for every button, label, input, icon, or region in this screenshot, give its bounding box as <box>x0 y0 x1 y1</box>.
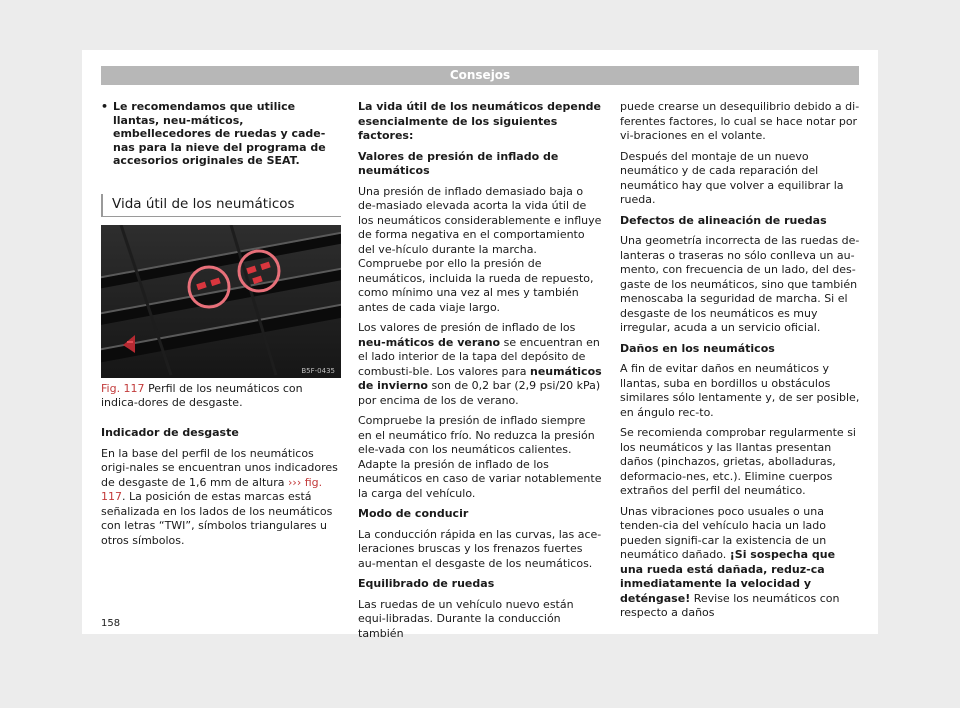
vibration-paragraph: Unas vibraciones poco usuales o una tenden-cia del vehículo hacia un lado pueden signifi-car la existencia de un neumático dañado. ¡Si sospecha que una rueda está dañada, reduz-ca inmediatamente la velocidad y deténgase! Revise los neumáticos con respecto a daños <box>620 504 840 619</box>
figure-code: B5F-0435 <box>301 367 335 375</box>
wear-indicator-heading: Indicador de desgaste <box>101 426 239 439</box>
column-2 <box>358 100 602 647</box>
alignment-paragraph: Una geometría incorrecta de las ruedas de-lanteras o traseras no sólo conlleva un au-mento, con frecuencia de un lado, del des-gaste de los neumáticos, sino que también menoscaba la seguridad de marcha. Si el desgaste de los neumáticos es muy irregular, acuda a un servicio oficial. <box>620 234 860 334</box>
column-3 <box>620 100 860 627</box>
driving-heading: Modo de conducir <box>358 507 469 520</box>
pressure-paragraph-3: Compruebe la presión de inflado siempre en el neumático frío. No reduzca la presión ele-vada con los neumáticos calientes. Adapte la presión de inflado de los neumáticos en caso de variar notablemente la carga del vehículo. <box>358 414 602 500</box>
tire-tread-image <box>101 225 341 378</box>
figure-link[interactable]: fig. 117 <box>101 475 323 503</box>
factors-intro: La vida útil de los neumáticos depende esencialmente de los siguientes factores: <box>358 100 601 142</box>
balancing-continued: puede crearse un desequilibrio debido a di-ferentes factores, lo cual se hace notar por vi-braciones en el volante. <box>620 100 860 142</box>
bullet-icon: • <box>101 100 109 113</box>
figure-link-arrow[interactable]: ››› <box>288 475 302 489</box>
tire-tread-figure <box>101 225 341 378</box>
figure-caption-text: Perfil de los neumáticos con indica-dores de desgaste. <box>101 382 303 409</box>
note-text: Le recomendamos que utilice llantas, neu-máticos, embellecedores de ruedas y cade-nas para la nieve del programa de accesorios originales de SEAT. <box>113 100 326 167</box>
inspection-paragraph: Se recomienda comprobar regularmente si los neumáticos y las llantas presentan daños (pinchazos, grietas, abolladuras, deformacio-nes, etc.). Elimine cuerpos extraños del perfil del neumático. <box>620 426 856 497</box>
balancing-heading: Equilibrado de ruedas <box>358 577 495 590</box>
accessories-note <box>101 100 341 168</box>
wear-indicator-text: En la base del perfil de los neumáticos origi-nales se encuentran unos indicadores de desgaste de 1,6 mm de altura ››› fig. 117. La posición de estas marcas está señalizada en los lados de los neumáticos con letras “TWI”, símbolos triangulares u otros símbolos. <box>101 446 338 547</box>
pressure-paragraph-1: Una presión de inflado demasiado baja o de-masiado elevada acorta la vida útil de los neumáticos considerablemente e influye de forma negativa en el comportamiento del ve-hículo durante la marcha. Compruebe por ello la presión de neumáticos, incluida la rueda de repuesto, como mínimo una vez al mes y también antes de cada viaje largo. <box>358 184 602 314</box>
balancing-paragraph: Las ruedas de un vehículo nuevo están equi-libradas. Durante la conducción también <box>358 597 574 640</box>
pressure-paragraph-2: Los valores de presión de inflado de los neu-máticos de verano se encuentran en el lado interior de la tapa del depósito de combusti-ble. Los valores para neumáticos de invierno son de 0,2 bar (2,9 psi/20 kPa) por encima de los de verano. <box>358 321 602 407</box>
damage-paragraph: A fin de evitar daños en neumáticos y llantas, suba en bordillos u obstáculos similares sólo lentamente y, de ser posible, en ángulo rec-to. <box>620 362 860 419</box>
figure-caption <box>101 382 341 410</box>
pressure-heading: Valores de presión de inflado de neumáticos <box>358 149 559 177</box>
figure-label: Fig. 117 <box>101 382 145 395</box>
mounting-paragraph: Después del montaje de un nuevo neumático y de cada reparación del neumático hay que volver a equilibrar la rueda. <box>620 149 844 206</box>
wear-indicator-section <box>101 426 341 554</box>
page-number: 158 <box>101 618 121 629</box>
column-1 <box>101 100 341 168</box>
damage-heading: Daños en los neumáticos <box>620 341 775 355</box>
alignment-heading: Defectos de alineación de ruedas <box>620 213 827 227</box>
driving-paragraph: La conducción rápida en las curvas, las ace-leraciones bruscas y los frenazos fuertes au-mentan el desgaste de los neumáticos. <box>358 527 602 570</box>
section-title: Vida útil de los neumáticos <box>101 194 341 217</box>
chapter-header: Consejos <box>101 66 859 85</box>
